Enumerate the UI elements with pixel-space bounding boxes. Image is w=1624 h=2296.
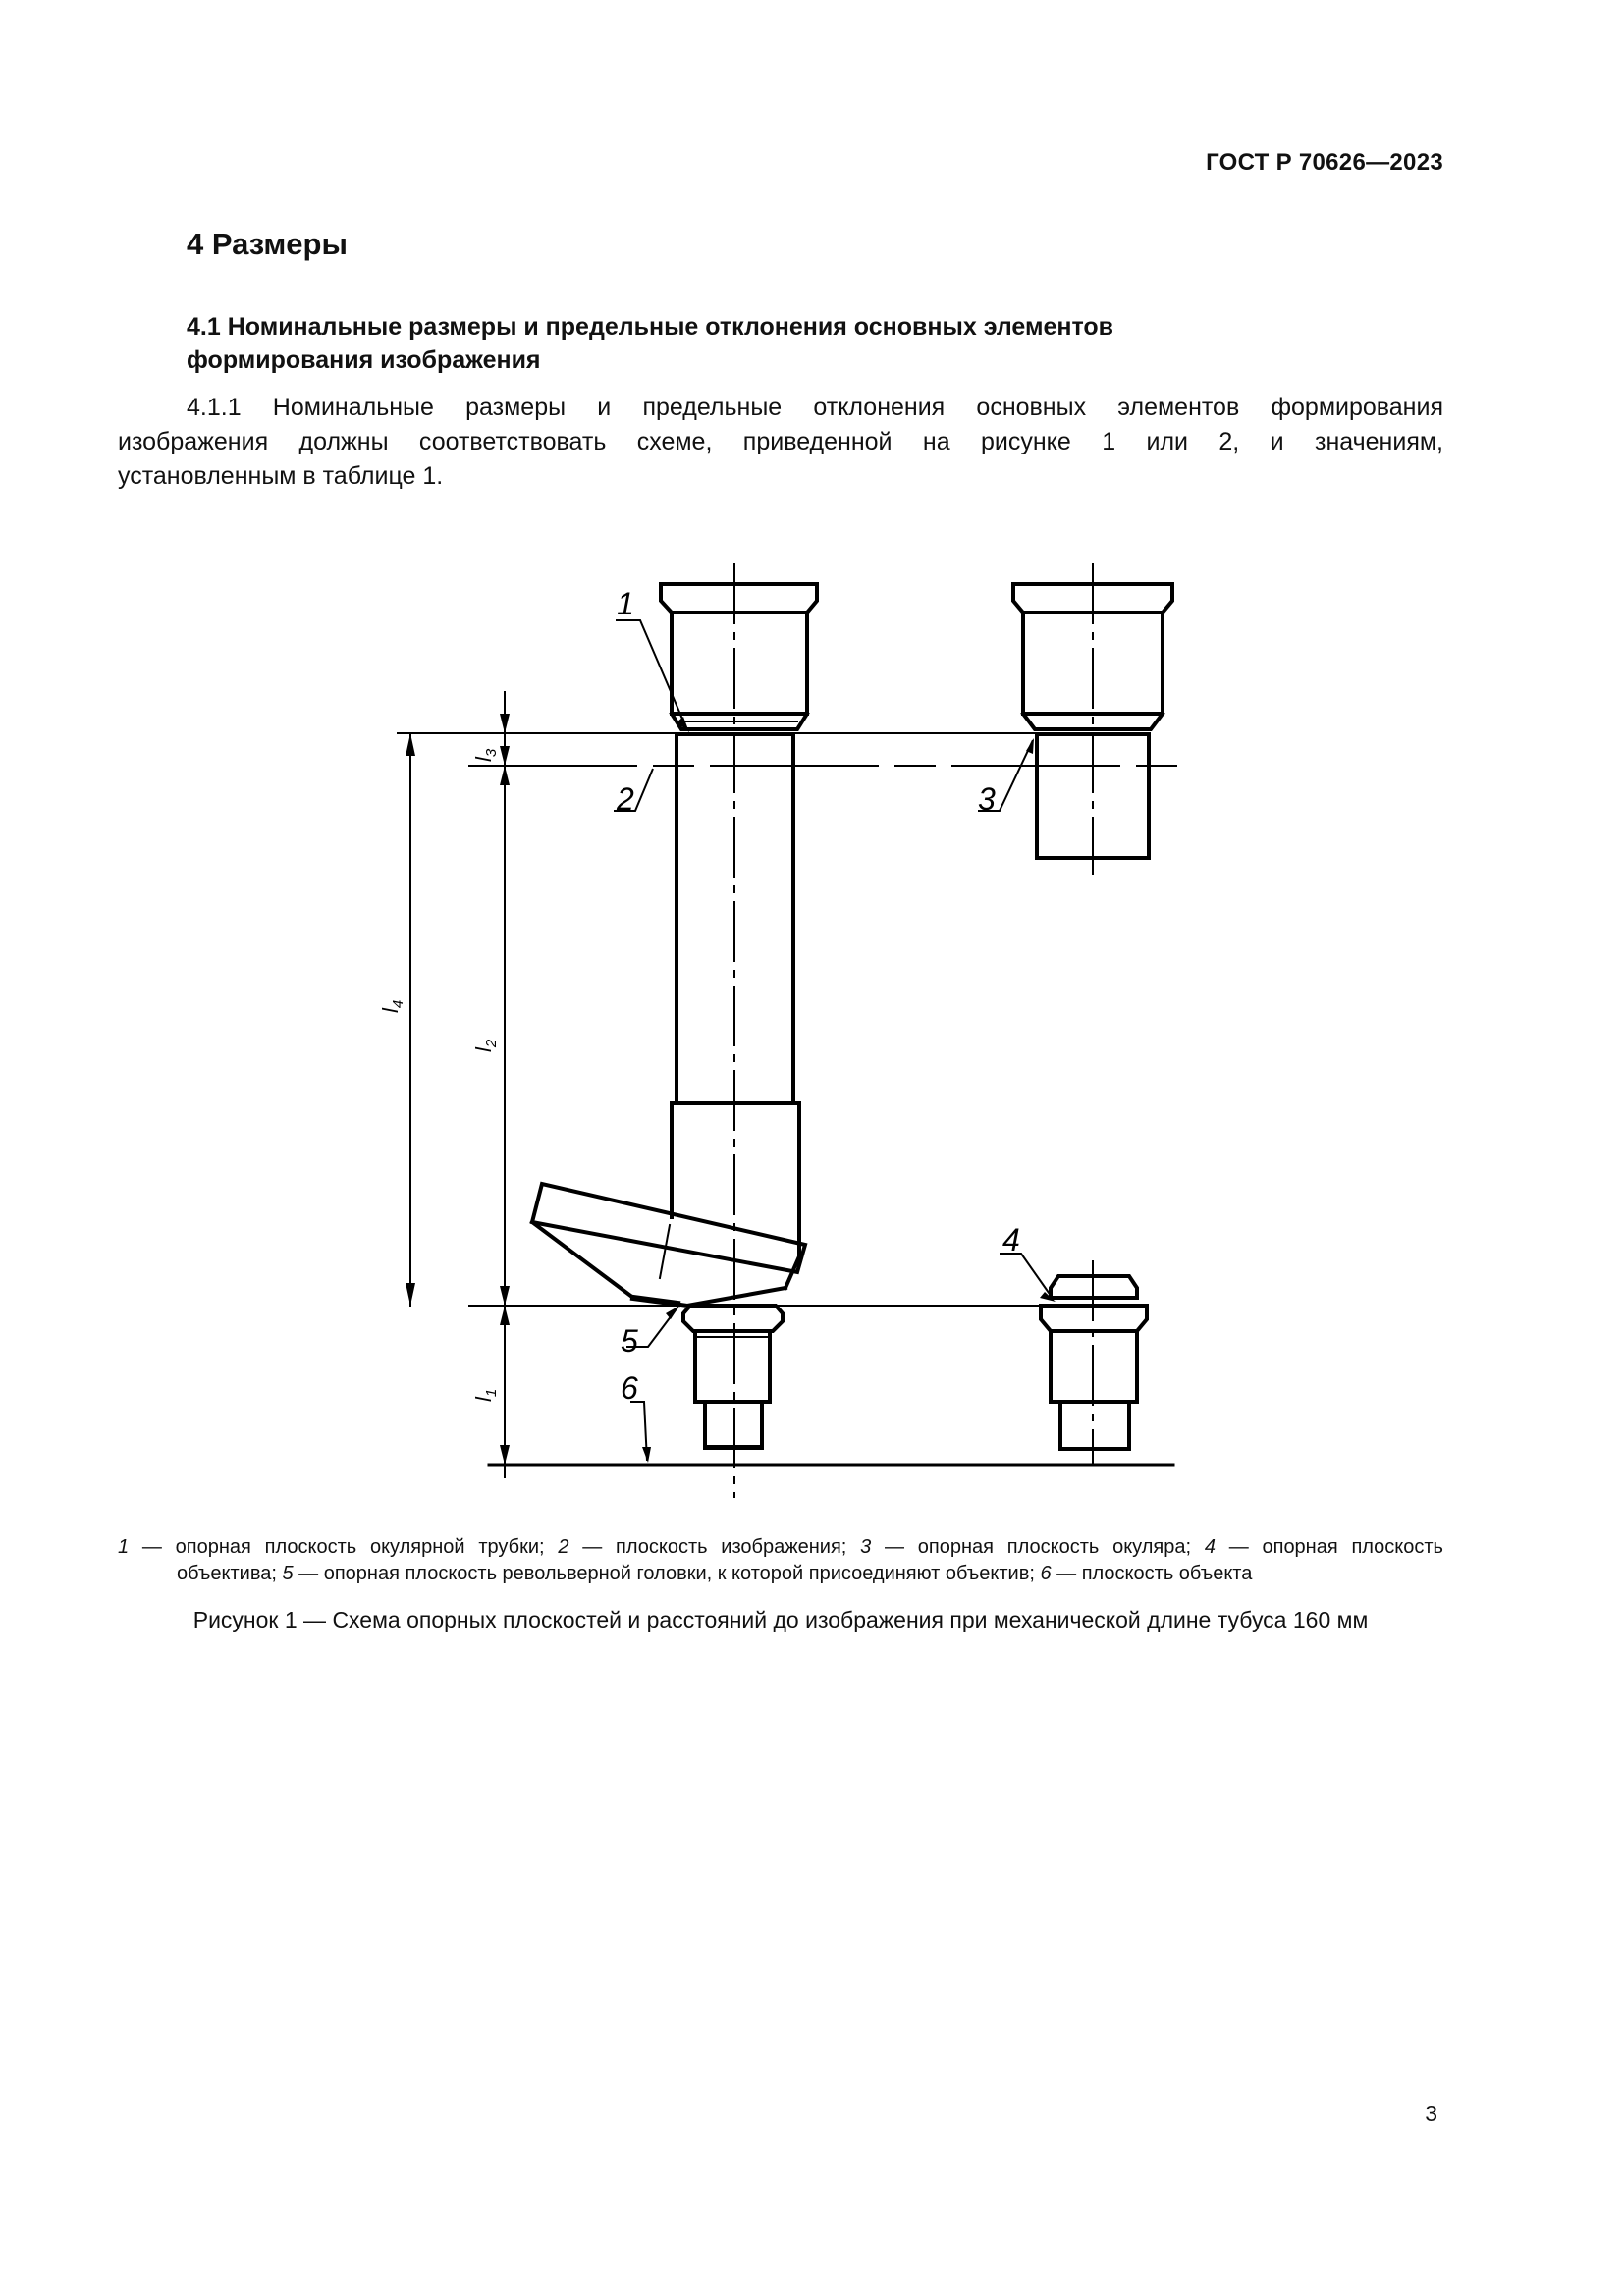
legend-row-1 — [118, 1534, 1443, 1561]
centre-lines — [660, 564, 1093, 1497]
figure-caption: Рисунок 1 — Схема опорных плоскостей и расстояний до изображения при механической длине тубуса 160 мм — [192, 1607, 1369, 1632]
legend-text-2: — плоскость изображения; — [568, 1536, 861, 1558]
legend-num-2: 2 — [558, 1536, 569, 1558]
section-title: 4 Размеры — [187, 227, 348, 261]
legend-text-4b: объектива; — [177, 1563, 283, 1584]
revolver-head — [532, 1184, 805, 1306]
dim-l2-sub: 2 — [483, 1039, 500, 1048]
callout-6: 6 — [621, 1370, 638, 1406]
paragraph-line-2: изображения должны соответствовать схеме, приведенной на рисунке 1 или 2, и значениям, — [118, 428, 1443, 455]
callout-3: 3 — [978, 781, 996, 817]
objective-main — [683, 1306, 783, 1448]
legend-num-4: 4 — [1204, 1536, 1216, 1558]
legend-text-6: — плоскость объекта — [1051, 1563, 1253, 1584]
subsection-title-line-1: 4.1 Номинальные размеры и предельные отклонения основных элементов — [187, 313, 1114, 341]
dim-l1-sub: 1 — [483, 1388, 500, 1398]
eyepiece-main — [661, 584, 817, 729]
legend-text-4: — опорная плоскость — [1215, 1536, 1443, 1558]
dim-l3-sub: 3 — [483, 748, 500, 758]
page-number: 3 — [1425, 2101, 1437, 2126]
dim-l4-letter: l — [378, 1008, 403, 1013]
callout-leaders — [614, 620, 1054, 1461]
dim-label-l3 — [471, 748, 500, 762]
legend-text-3: — опорная плоскость окуляра; — [871, 1536, 1205, 1558]
legend-num-1: 1 — [118, 1536, 130, 1558]
subsection-title-line-2: формирования изображения — [187, 347, 541, 374]
arrowheads — [406, 714, 1056, 1465]
legend-text-1: — опорная плоскость окулярной трубки; — [129, 1536, 559, 1558]
dim-label-l4 — [378, 1000, 406, 1013]
legend-num-6: 6 — [1040, 1563, 1052, 1584]
paragraph-line-3: установленным в таблице 1. — [118, 462, 444, 490]
dim-label-l1 — [471, 1389, 500, 1402]
reference-planes — [398, 733, 1173, 1465]
legend-row-2 — [118, 1561, 1443, 1587]
callout-4: 4 — [1002, 1222, 1020, 1257]
callout-2: 2 — [617, 781, 634, 817]
dim-l2-letter: l — [471, 1047, 496, 1052]
legend-text-5: — опорная плоскость револьверной головки, к которой присоединяют объектив; — [293, 1563, 1041, 1584]
dim-l3-letter: l — [471, 757, 496, 762]
paragraph-line-1: 4.1.1 Номинальные размеры и предельные отклонения основных элементов формирования — [187, 394, 1443, 421]
dim-l1-letter: l — [471, 1397, 496, 1402]
figure-legend — [118, 1534, 1443, 1587]
dim-l4-sub: 4 — [390, 999, 406, 1009]
legend-num-3: 3 — [860, 1536, 872, 1558]
dim-label-l2 — [471, 1039, 500, 1052]
standard-number: ГОСТ Р 70626—2023 — [1206, 149, 1443, 176]
legend-num-5: 5 — [282, 1563, 294, 1584]
dimension-lines — [410, 692, 505, 1477]
callout-1: 1 — [617, 586, 634, 621]
callout-5: 5 — [621, 1323, 638, 1359]
